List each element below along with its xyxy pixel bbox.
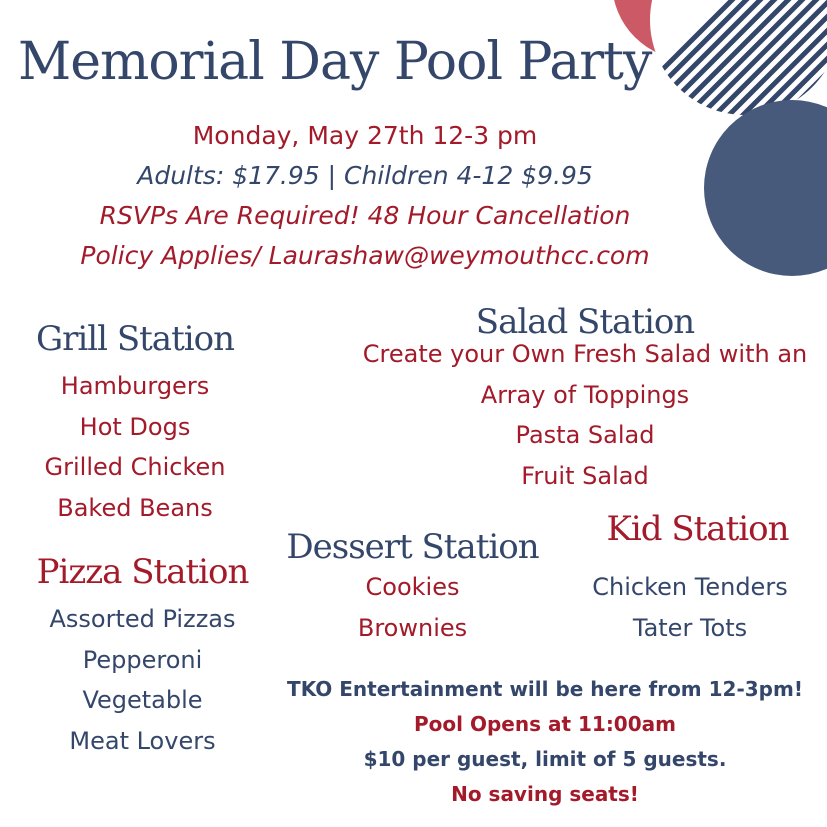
dessert-station-heading: Dessert Station: [286, 527, 539, 567]
dessert-station-list: [280, 567, 545, 648]
pool-opens-note: Pool Opens at 11:00am: [414, 712, 676, 736]
list-item: Cookies: [365, 573, 460, 601]
event-info: [30, 116, 700, 276]
pizza-station-list: [20, 599, 265, 761]
entertainment-note: TKO Entertainment will be here from 12-3pm!: [287, 677, 803, 701]
list-item: Assorted Pizzas: [49, 605, 236, 633]
kid-station-list: [570, 567, 810, 648]
list-item: Pepperoni: [82, 645, 203, 674]
no-saving-seats-note: No saving seats!: [451, 782, 639, 806]
list-item: Tater Tots: [632, 613, 748, 642]
list-item: Chicken Tenders: [592, 573, 788, 601]
event-title: Memorial Day Pool Party: [18, 32, 652, 92]
list-item: Create your Own Fresh Salad with an: [362, 340, 808, 368]
event-prices: Adults: $17.95 | Children 4-12 $9.95: [137, 161, 593, 190]
list-item: Meat Lovers: [69, 726, 216, 755]
list-item: Hot Dogs: [79, 412, 191, 441]
list-item: Fruit Salad: [521, 461, 649, 490]
rsvp-line-1: RSVPs Are Required! 48 Hour Cancellation: [99, 201, 631, 230]
list-item: Grilled Chicken: [44, 453, 226, 481]
guest-fee-note: $10 per guest, limit of 5 guests.: [363, 747, 727, 771]
event-date: Monday, May 27th 12-3 pm: [192, 121, 538, 150]
salad-station-heading: Salad Station: [475, 302, 695, 342]
footer-notes: [270, 672, 820, 812]
rsvp-line-2: Policy Applies/ Laurashaw@weymouthcc.com: [80, 241, 650, 270]
list-item: Brownies: [357, 613, 468, 642]
salad-station-list: [345, 334, 825, 496]
list-item: Hamburgers: [60, 372, 210, 400]
list-item: Pasta Salad: [515, 421, 655, 449]
list-item: Baked Beans: [57, 493, 213, 522]
pizza-station-heading: Pizza Station: [36, 552, 249, 592]
grill-station-heading: Grill Station: [36, 319, 234, 359]
kid-station-heading: Kid Station: [606, 509, 789, 549]
navy-circle: [704, 100, 827, 276]
list-item: Array of Toppings: [480, 380, 690, 409]
list-item: Vegetable: [82, 686, 203, 714]
grill-station-list: [30, 366, 240, 528]
